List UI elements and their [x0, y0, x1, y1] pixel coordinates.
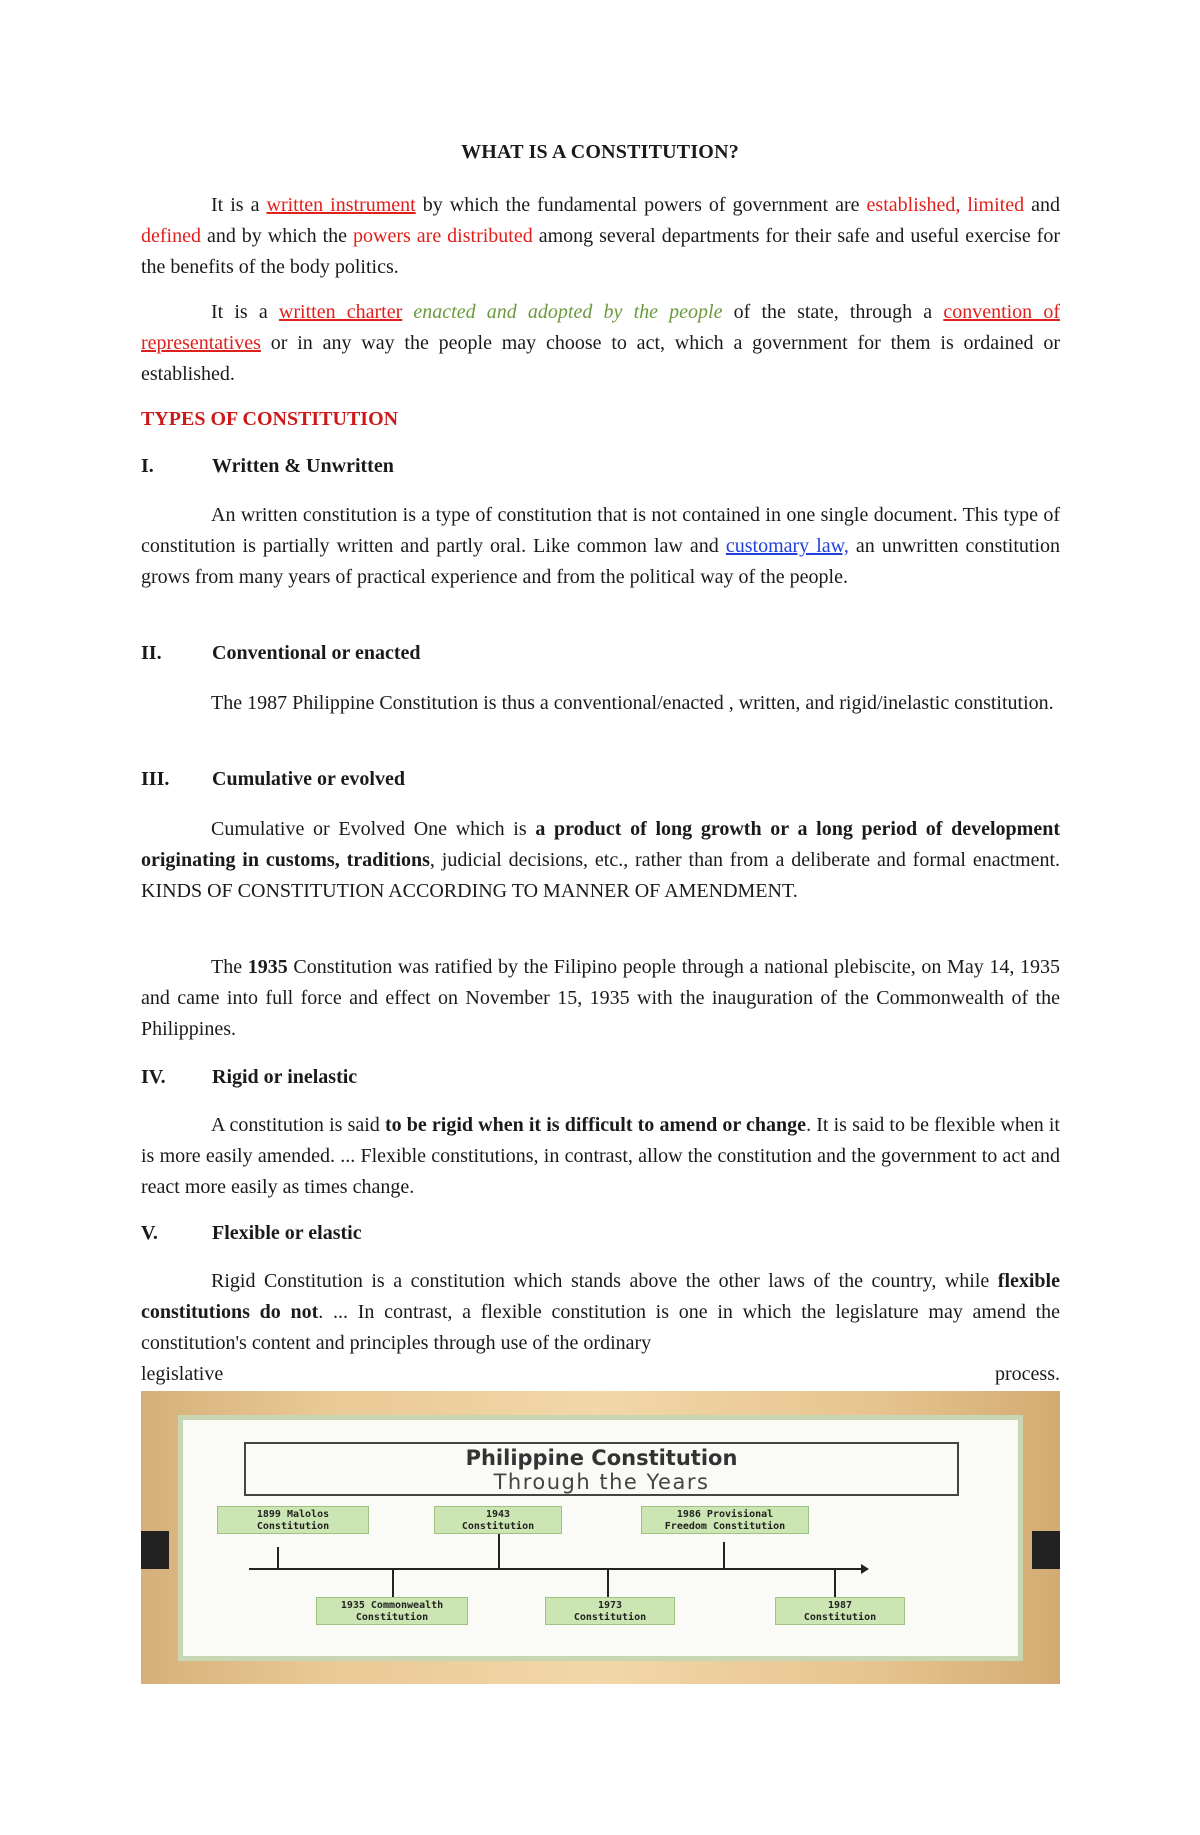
timeline-tick [723, 1542, 725, 1569]
timeline-item-1899: 1899 Malolos Constitution [217, 1506, 369, 1534]
intro-paragraph-2: It is a written charter enacted and adopted by the people of the state, through a convention of representatives or in any way the people may choose to act, which a government for them is ordained or established. [141, 301, 1061, 385]
timeline-title: Philippine Constitution [465, 1446, 738, 1470]
left-binder-tab [141, 1531, 169, 1569]
timeline-item-1935: 1935 Commonwealth Constitution [316, 1597, 468, 1625]
timeline-tick [392, 1569, 394, 1597]
right-binder-tab [1032, 1531, 1060, 1569]
timeline-tick [277, 1547, 279, 1569]
timeline-axis-arrow [861, 1564, 869, 1574]
types-heading: TYPES OF CONSTITUTION [141, 408, 399, 430]
section-4-paragraph: A constitution is said to be rigid when it is difficult to amend or change. It is said to be flexible when it is more easily amended. ... Flexible constitutions, in contrast, allow the constitution and the government to act and react more easily as times change. [141, 1114, 1060, 1198]
section-heading-5: V. Flexible or elastic [141, 1222, 362, 1244]
timeline-item-1973: 1973 Constitution [545, 1597, 675, 1625]
timeline-tick [834, 1569, 836, 1597]
timeline-tick [607, 1569, 609, 1597]
customary-law-link[interactable]: customary law, [725, 535, 849, 557]
timeline-axis [249, 1568, 864, 1570]
constitution-timeline-figure [141, 1391, 1060, 1684]
timeline-tick [498, 1534, 500, 1569]
timeline-item-1987: 1987 Constitution [775, 1597, 905, 1625]
timeline-board [178, 1415, 1023, 1661]
timeline-item-1986: 1986 Provisional Freedom Constitution [641, 1506, 809, 1534]
section-heading-4: IV. Rigid or inelastic [141, 1066, 358, 1088]
section-5-last-line: legislative process. [141, 1363, 1060, 1385]
section-3-paragraph-2: The 1935 Constitution was ratified by the Filipino people through a national plebiscite, on May 14, 1935 and came into full force and effect on November 15, 1935 with the inauguration of the Commonwealth of the Philippines. [141, 956, 1060, 1040]
intro-paragraph-1: It is a written instrument by which the fundamental powers of government are established, limited and defined and by which the powers are distributed among several departments for their safe and useful exercise for the benefits of the body politics. [141, 194, 1061, 278]
section-heading-2: II. Conventional or enacted [141, 642, 421, 664]
timeline-item-1943: 1943 Constitution [434, 1506, 562, 1534]
section-2-paragraph: The 1987 Philippine Constitution is thus a conventional/enacted , written, and rigid/inelastic constitution. [211, 692, 1054, 714]
document-title: WHAT IS A CONSTITUTION? [461, 141, 739, 163]
timeline-subtitle: Through the Years [493, 1470, 710, 1494]
section-5-paragraph: Rigid Constitution is a constitution which stands above the other laws of the country, while flexible constitutions do not. ... In contrast, a flexible constitution is one in which the legislature may amend the constitution's content and principles through use of the ordinary [141, 1270, 1061, 1354]
timeline-title-box [244, 1442, 959, 1496]
section-1-paragraph: An written constitution is a type of constitution that is not contained in one single document. This type of constitution is partially written and partly oral. Like common law and customary law, an unwritten constitution grows from many years of practical experience and from the political way of the people. [141, 504, 1061, 588]
section-heading-1: I. Written & Unwritten [141, 455, 394, 477]
section-heading-3: III. Cumulative or evolved [141, 768, 405, 790]
section-3-paragraph: Cumulative or Evolved One which is a product of long growth or a long period of development originating in customs, traditions, judicial decisions, etc., rather than from a deliberate and formal enactment. KINDS OF CONSTITUTION ACCORDING TO MANNER OF AMENDMENT. [141, 818, 1061, 902]
